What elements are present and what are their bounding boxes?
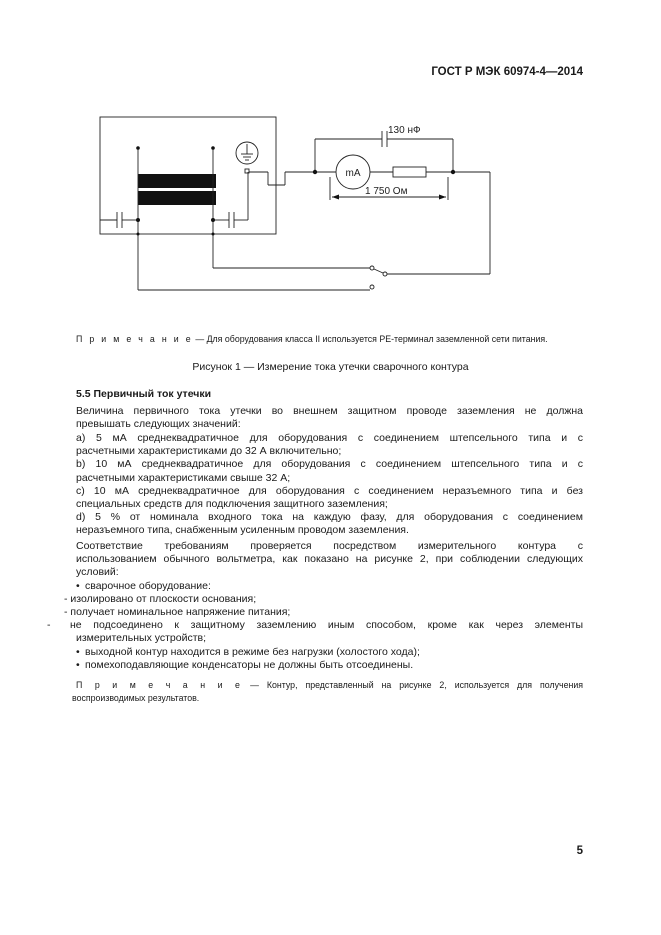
cond-2: - изолировано от плоскости основания;	[64, 593, 257, 605]
item-a-line-2: расчетными характеристиками до 32 А включительно;	[76, 445, 342, 458]
section-note	[72, 679, 583, 705]
cond-4-line-2: измерительных устройств;	[76, 632, 207, 645]
bullet-6: •	[76, 659, 80, 671]
cond-6: помехоподавляющие конденсаторы не должны быть отсоединены.	[85, 659, 414, 671]
item-b-line-1: b) 10 мА среднеквадратичное для оборудования с соединением штепсельного типа и с	[76, 458, 583, 471]
figure-note-text: — Для оборудования класса II используется PE-терминал заземленной сети питания.	[192, 334, 548, 344]
intro-paragraph	[76, 405, 583, 431]
cond-4	[70, 619, 583, 645]
intro-line-2: превышать следующих значений:	[76, 418, 241, 431]
item-d-line-1: d) 5 % от номинала входного тока на каждую фазу, для оборудования с соединением	[76, 511, 583, 524]
note2-prefix: П р и м е ч а н и е	[76, 680, 243, 690]
cond-3: - получает номинальное напряжение питания;	[64, 606, 291, 618]
item-c-line-1: c) 10 мА среднеквадратичное для оборудования с соединением неразъемного типа и без	[76, 484, 583, 497]
item-c-line-2: специальных средств для подключения защитного заземления;	[76, 498, 388, 511]
limit-list	[76, 432, 583, 538]
transformer-core-bottom	[138, 191, 216, 205]
figure-note-prefix: П р и м е ч а н и е	[76, 334, 193, 344]
item-b-line-2: расчетными характеристиками свыше 32 А;	[76, 471, 291, 484]
note2-text-1: — Контур, представленный на рисунке 2, используется для получения	[242, 680, 583, 690]
item-a-line-1: a) 5 мА среднеквадратичное для оборудования с соединением штепсельного типа и с	[76, 432, 583, 444]
bullet-5: •	[76, 646, 80, 658]
meter-label: mA	[345, 168, 361, 179]
note2-line-1	[76, 679, 583, 692]
conf-line-1: Соответствие требованиям проверяется посредством измерительного контура с	[76, 540, 583, 552]
capacitor-label: 130 нФ	[388, 125, 421, 136]
cond-5: выходной контур находится в режиме без нагрузки (холостого хода);	[85, 646, 420, 658]
cond-4-line-1: не подсоединено к защитному заземлению иным способом, кроме как через элементы	[70, 619, 583, 631]
document-header: ГОСТ Р МЭК 60974-4—2014	[431, 66, 583, 78]
page-number: 5	[576, 845, 583, 857]
circuit-diagram	[0, 0, 661, 330]
bullet-1: •	[76, 580, 80, 592]
figure-caption: Рисунок 1 — Измерение тока утечки сварочного контура	[192, 361, 469, 373]
note2-line-2: воспроизводимых результатов.	[72, 693, 200, 703]
cond-1: сварочное оборудование:	[85, 580, 211, 592]
transformer-core-top	[138, 174, 216, 188]
intro-line-1: Величина первичного тока утечки во внешнем защитном проводе заземления не должна	[76, 405, 583, 417]
conf-line-2: использованием обычного вольтметра, как показано на рисунке 2, при соблюдении следующих	[76, 553, 583, 566]
conformity-paragraph	[76, 540, 583, 580]
figure-note	[76, 334, 548, 344]
item-d-line-2: неразъемного типа, снабженным усиленным проводом заземления.	[76, 524, 409, 537]
resistor-label: 1 750 Ом	[365, 186, 408, 197]
conf-line-3: условий:	[76, 566, 119, 579]
resistor	[393, 167, 426, 177]
section-title: 5.5 Первичный ток утечки	[76, 388, 212, 400]
dash-4: -	[47, 619, 51, 631]
